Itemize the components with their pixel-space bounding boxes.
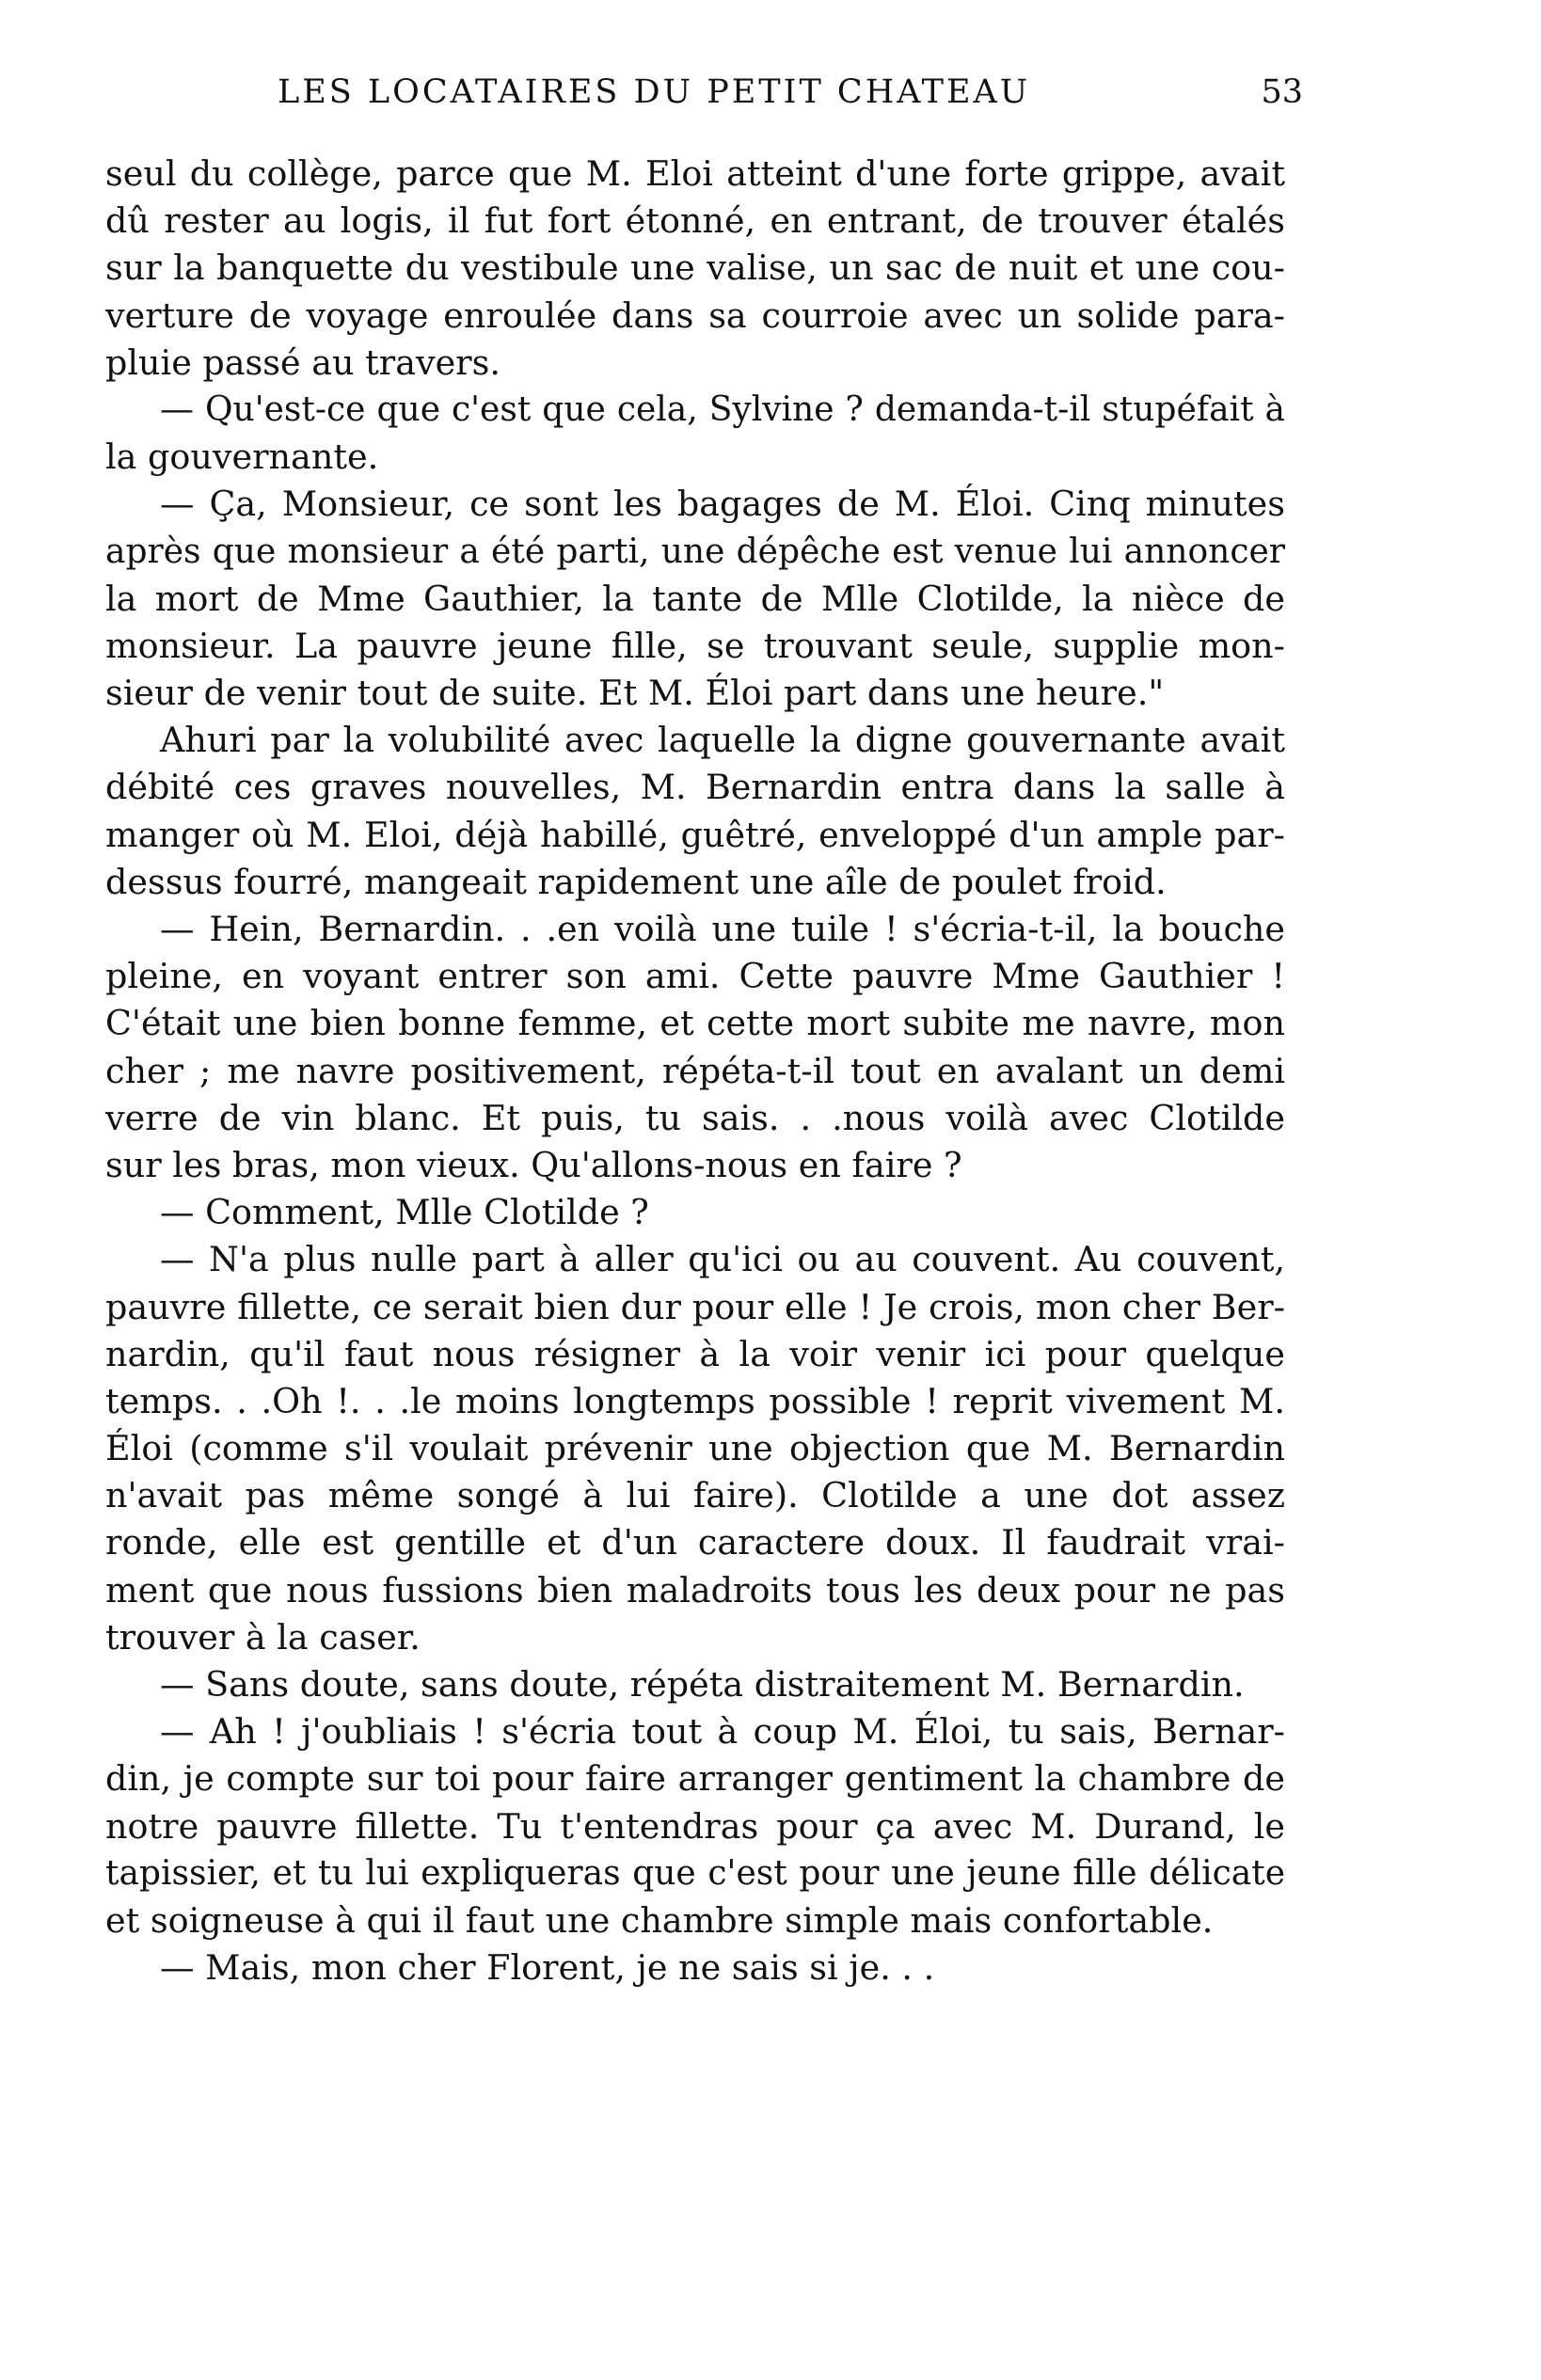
text-line: et soigneuse à qui il faut une chambre simple mais confortable. xyxy=(105,1899,1214,1941)
text-line: — Qu'est-ce que c'est que cela, Sylvine ? demanda-t-il stupéfait à xyxy=(160,389,1285,429)
text-line: tapissier, et tu lui expliqueras que c'est pour une jeune fille délicate xyxy=(105,1853,1285,1893)
text-line: après que monsieur a été parti, une dépêche est venue lui annoncer xyxy=(105,532,1285,571)
text-line: nardin, qu'il faut nous résigner à la voir venir ici pour quelque xyxy=(105,1333,1285,1374)
page-header xyxy=(278,73,1303,130)
text-line: verre de vin blanc. Et puis, tu sais. . .nous voilà avec Clotilde xyxy=(105,1097,1285,1138)
text-line: pauvre fillette, ce serait bien dur pour elle ! Je crois, mon cher Ber- xyxy=(105,1286,1285,1327)
text-line: — Ça, Monsieur, ce sont les bagages de M. Éloi. Cinq minutes xyxy=(160,484,1285,525)
text-line: n'avait pas même songé à lui faire). Clotilde a une dot assez xyxy=(105,1475,1285,1516)
text-line: pleine, en voyant entrer son ami. Cette pauvre Mme Gauthier ! xyxy=(105,956,1285,997)
text-line: sur les bras, mon vieux. Qu'allons-nous en faire ? xyxy=(105,1144,962,1185)
text-line: sur la banquette du vestibule une valise, un sac de nuit et une cou- xyxy=(105,247,1285,289)
running-title: LES LOCATAIRES DU PETIT CHATEAU xyxy=(278,73,1031,111)
text-line: dû rester au logis, il fut fort étonné, en entrant, de trouver étalés xyxy=(105,200,1285,242)
text-line: la gouvernante. xyxy=(105,436,379,478)
text-line: notre pauvre fillette. Tu t'entendras pour ça avec M. Durand, le xyxy=(105,1805,1285,1847)
text-line: verture de voyage enroulée dans sa courroie avec un solide para- xyxy=(105,294,1285,336)
text-line: cher ; me navre positivement, répéta-t-il tout en avalant un demi xyxy=(105,1050,1285,1091)
text-line: C'était une bien bonne femme, et cette mort subite me navre, mon xyxy=(105,1003,1285,1044)
text-line: la mort de Mme Gauthier, la tante de Mlle Clotilde, la nièce de xyxy=(105,578,1285,619)
text-line: ronde, elle est gentille et d'un caractere doux. Il faudrait vrai- xyxy=(105,1522,1285,1563)
text-line: Ahuri par la volubilité avec laquelle la digne gouvernante avait xyxy=(160,720,1285,761)
text-line: manger où M. Eloi, déjà habillé, guêtré, enveloppé d'un ample par- xyxy=(105,814,1285,855)
text-line: trouver à la caser. xyxy=(105,1616,421,1658)
page-number: 53 xyxy=(1261,73,1303,111)
text-line: — N'a plus nulle part à aller qu'ici ou au couvent. Au couvent, xyxy=(160,1239,1285,1280)
text-line: sieur de venir tout de suite. Et M. Éloi part dans une heure." xyxy=(105,673,1165,714)
text-line: ment que nous fussions bien maladroits tous les deux pour ne pas xyxy=(105,1569,1285,1610)
text-line: — Hein, Bernardin. . .en voilà une tuile ! s'écria-t-il, la bouche xyxy=(160,909,1285,949)
text-line: din, je compte sur toi pour faire arranger gentiment la chambre de xyxy=(105,1758,1285,1800)
text-line: — Comment, Mlle Clotilde ? xyxy=(160,1192,649,1233)
text-line: Éloi (comme s'il voulait prévenir une objection que M. Bernardin xyxy=(105,1428,1285,1469)
text-line: — Mais, mon cher Florent, je ne sais si je. . . xyxy=(160,1947,935,1989)
text-line: pluie passé au travers. xyxy=(105,341,500,383)
text-line: — Sans doute, sans doute, répéta distraitement M. Bernardin. xyxy=(160,1664,1245,1705)
text-line: monsieur. La pauvre jeune fille, se trouvant seule, supplie mon- xyxy=(105,625,1285,666)
text-line: débité ces graves nouvelles, M. Bernardin entra dans la salle à xyxy=(105,767,1285,808)
text-line: temps. . .Oh !. . .le moins longtemps possible ! reprit vivement M. xyxy=(105,1380,1285,1421)
body-text xyxy=(105,151,1285,1991)
text-line: dessus fourré, mangeait rapidement une aîle de poulet froid. xyxy=(105,861,1167,902)
text-line: seul du collège, parce que M. Eloi atteint d'une forte grippe, avait xyxy=(105,153,1285,194)
text-line: — Ah ! j'oubliais ! s'écria tout à coup M. Éloi, tu sais, Bernar- xyxy=(160,1711,1285,1753)
